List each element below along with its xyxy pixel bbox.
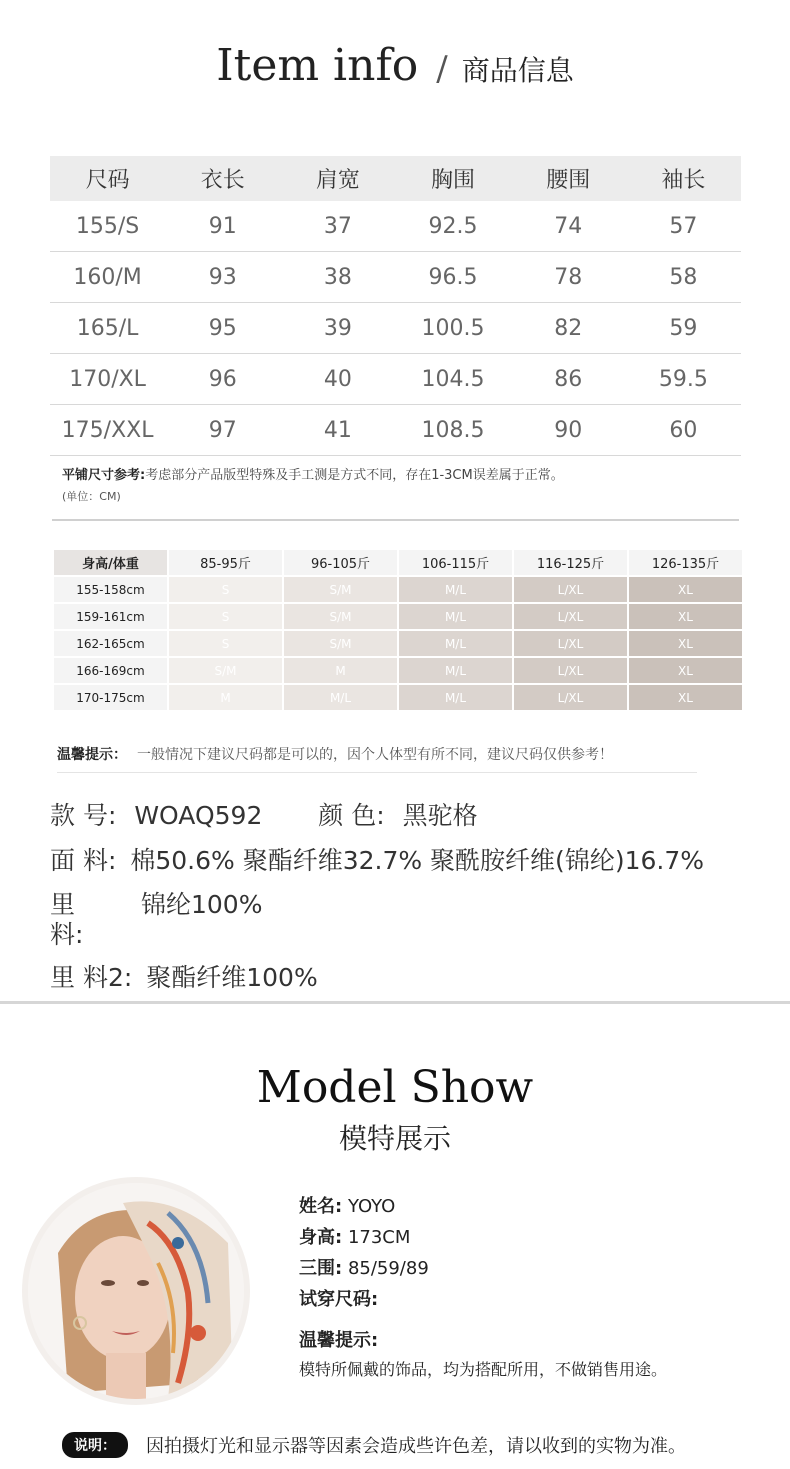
recommend-cell: L/XL [514, 685, 627, 710]
size-cell: 93 [165, 252, 280, 303]
model-show-title-en: Model Show [256, 1062, 534, 1113]
size-note-text: 考虑部分产品版型特殊及手工测是方式不同，存在1-3CM误差属于正常。 [145, 468, 564, 483]
recommend-cell: S/M [284, 631, 397, 656]
height-label: 162-165cm [54, 631, 167, 656]
divider [57, 772, 697, 773]
weight-header: 106-115斤 [399, 550, 512, 575]
recommend-header-row [54, 550, 742, 575]
size-cell: 96.5 [395, 252, 510, 303]
model-name-label: 姓名: [299, 1196, 343, 1217]
recommend-cell: S/M [169, 658, 282, 683]
size-tip-label: 温馨提示： [57, 747, 127, 763]
model-size-label: 试穿尺码: [299, 1289, 379, 1310]
size-unit: (单位：CM) [62, 490, 121, 503]
section-divider [0, 1001, 790, 1004]
color-label: 颜 色: [318, 801, 385, 830]
size-cell: 170/XL [50, 354, 165, 405]
item-info-title-en: Item info [216, 40, 419, 91]
size-cell: 91 [165, 201, 280, 252]
size-cell: 82 [511, 303, 626, 354]
footer-text: 因拍摄灯光和显示器等因素会造成些许色差，请以收到的实物为准。 [146, 1436, 686, 1457]
recommend-cell: S [169, 604, 282, 629]
recommend-cell: M/L [399, 604, 512, 629]
size-tip-text: 一般情况下建议尺码都是可以的，因个人体型有所不同，建议尺码仅供参考！ [137, 747, 613, 763]
size-cell: 97 [165, 405, 280, 456]
weight-header: 85-95斤 [169, 550, 282, 575]
weight-header: 116-125斤 [514, 550, 627, 575]
size-cell: 95 [165, 303, 280, 354]
size-table [50, 156, 741, 456]
model-height-label: 身高: [299, 1227, 343, 1248]
recommend-cell: XL [629, 577, 742, 602]
size-table-row [50, 354, 741, 405]
size-header-cell: 衣长 [165, 156, 280, 201]
recommend-cell: XL [629, 631, 742, 656]
size-cell: 39 [280, 303, 395, 354]
size-header-cell: 尺码 [50, 156, 165, 201]
model-name-value: YOYO [347, 1196, 396, 1217]
height-label: 170-175cm [54, 685, 167, 710]
size-tip [57, 744, 757, 764]
size-cell: 155/S [50, 201, 165, 252]
recommend-cell: M/L [399, 631, 512, 656]
size-header-cell: 腰围 [511, 156, 626, 201]
recommend-cell: S/M [284, 604, 397, 629]
recommend-cell: L/XL [514, 631, 627, 656]
size-cell: 160/M [50, 252, 165, 303]
style-label: 款 号: [50, 801, 117, 830]
model-height-line [299, 1223, 410, 1249]
recommend-cell: XL [629, 604, 742, 629]
item-info-title-zh: 商品信息 [461, 54, 574, 87]
fabric-line [50, 841, 704, 877]
model-tip-label [299, 1326, 378, 1352]
recommend-cell: M [284, 658, 397, 683]
size-cell: 60 [626, 405, 741, 456]
size-cell: 78 [511, 252, 626, 303]
recommend-cell: XL [629, 685, 742, 710]
size-cell: 92.5 [395, 201, 510, 252]
model-portrait-image [28, 1183, 244, 1399]
size-recommend-table [52, 548, 744, 712]
recommend-cell: M/L [399, 577, 512, 602]
model-show-header [0, 1062, 790, 1157]
footer-note [62, 1432, 686, 1458]
recommend-cell: L/XL [514, 604, 627, 629]
recommend-cell: M/L [399, 685, 512, 710]
recommend-cell: L/XL [514, 577, 627, 602]
model-height-value: 173CM [347, 1227, 411, 1248]
model-show-title-zh: 模特展示 [338, 1122, 451, 1155]
recommend-row [54, 685, 742, 710]
recommend-cell: S/M [284, 577, 397, 602]
recommend-row [54, 604, 742, 629]
size-cell: 37 [280, 201, 395, 252]
model-measure-label: 三围: [299, 1258, 343, 1279]
size-header-cell: 胸围 [395, 156, 510, 201]
size-cell: 40 [280, 354, 395, 405]
fabric-label: 面 料: [50, 846, 117, 875]
size-table-header [50, 156, 741, 201]
size-cell: 57 [626, 201, 741, 252]
recommend-cell: XL [629, 658, 742, 683]
weight-header: 126-135斤 [629, 550, 742, 575]
size-cell: 58 [626, 252, 741, 303]
lining2-line [50, 958, 318, 994]
style-color-line [50, 796, 478, 832]
size-table-row [50, 303, 741, 354]
size-cell: 96 [165, 354, 280, 405]
model-size-line [299, 1285, 378, 1311]
size-table-row [50, 252, 741, 303]
recommend-cell: M [169, 685, 282, 710]
item-info-header [0, 40, 790, 91]
title-slash: / [436, 49, 448, 89]
recommend-cell: L/XL [514, 658, 627, 683]
size-note-label: 平铺尺寸参考: [62, 468, 146, 483]
recommend-corner: 身高/体重 [54, 550, 167, 575]
size-table-row [50, 201, 741, 252]
size-cell: 104.5 [395, 354, 510, 405]
recommend-row [54, 631, 742, 656]
recommend-cell: S [169, 631, 282, 656]
recommend-row [54, 658, 742, 683]
size-cell: 59.5 [626, 354, 741, 405]
height-label: 166-169cm [54, 658, 167, 683]
weight-header: 96-105斤 [284, 550, 397, 575]
divider [52, 519, 739, 521]
color-value: 黑驼格 [402, 801, 478, 830]
model-measure-value: 85/59/89 [347, 1258, 429, 1279]
size-cell: 86 [511, 354, 626, 405]
lining2-label: 里 料2: [50, 963, 133, 992]
size-table-row [50, 405, 741, 456]
model-photo [28, 1183, 244, 1399]
lining-label-line2: 料: [50, 920, 84, 949]
fabric-value: 棉50.6% 聚酯纤维32.7% 聚酰胺纤维(锦纶)16.7% [130, 846, 704, 875]
recommend-cell: M/L [284, 685, 397, 710]
recommend-row [54, 577, 742, 602]
size-cell: 100.5 [395, 303, 510, 354]
recommend-cell: S [169, 577, 282, 602]
lining-label-line1: 里 [50, 890, 76, 919]
size-cell: 165/L [50, 303, 165, 354]
recommend-cell: M/L [399, 658, 512, 683]
model-tip-text: 模特所佩戴的饰品，均为搭配所用，不做销售用途。 [299, 1360, 668, 1379]
size-header-cell: 肩宽 [280, 156, 395, 201]
height-label: 159-161cm [54, 604, 167, 629]
footer-tag: 说明： [62, 1432, 128, 1458]
style-value: WOAQ592 [134, 801, 263, 830]
size-cell: 74 [511, 201, 626, 252]
height-label: 155-158cm [54, 577, 167, 602]
lining2-value: 聚酯纤维100% [146, 963, 318, 992]
size-header-cell: 袖长 [626, 156, 741, 201]
size-cell: 59 [626, 303, 741, 354]
model-name-line [299, 1192, 395, 1218]
size-cell: 175/XXL [50, 405, 165, 456]
size-cell: 38 [280, 252, 395, 303]
lining-value: 锦纶100% [141, 890, 263, 919]
size-cell: 41 [280, 405, 395, 456]
model-measure-line [299, 1254, 429, 1280]
size-cell: 108.5 [395, 405, 510, 456]
size-cell: 90 [511, 405, 626, 456]
model-tip-label-text: 温馨提示: [299, 1330, 379, 1351]
size-note [62, 464, 752, 483]
